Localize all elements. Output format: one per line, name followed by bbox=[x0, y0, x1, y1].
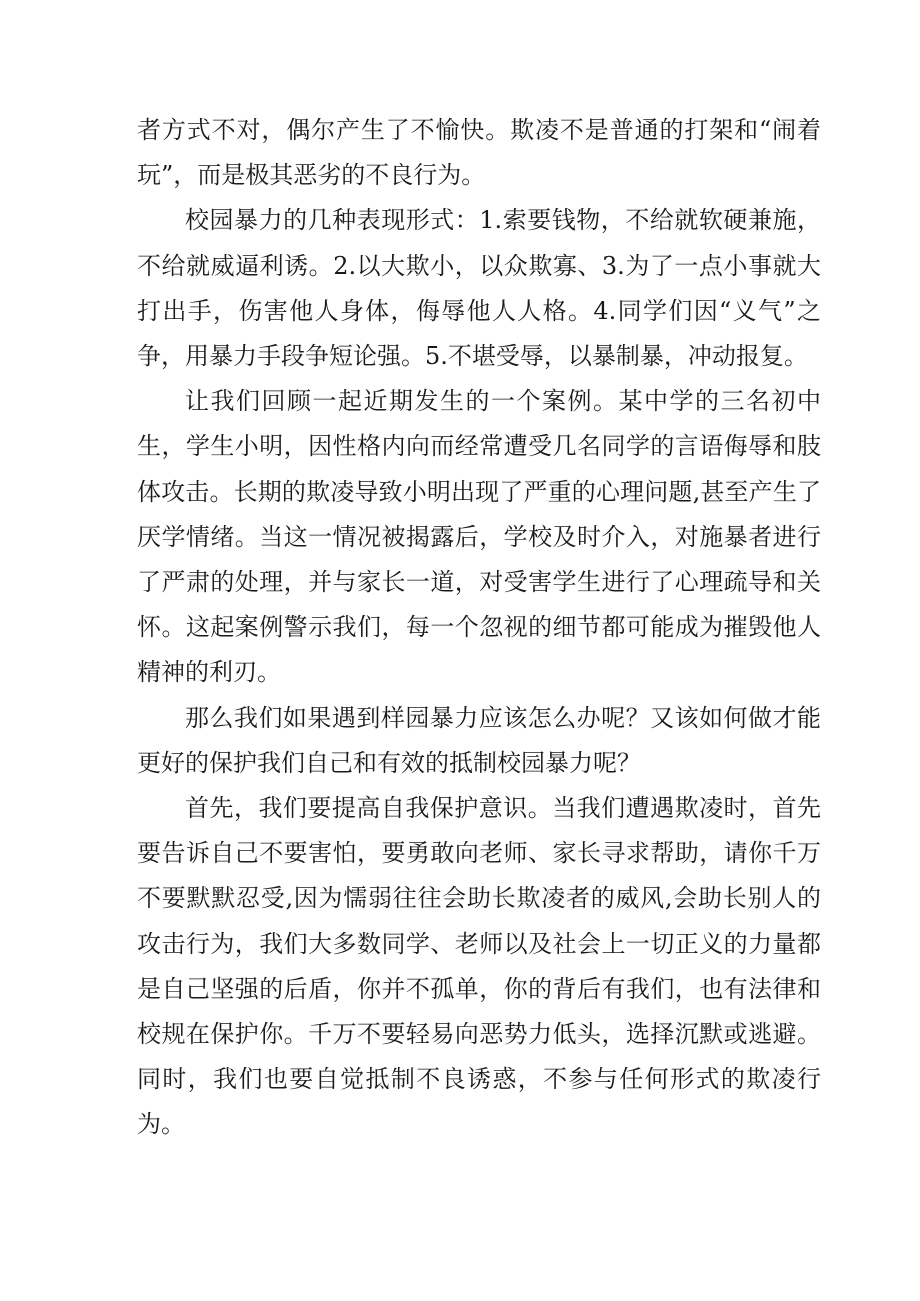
paragraph-question: 那么我们如果遇到样园暴力应该怎么办呢？又该如何做才能更好的保护我们自己和有效的抵制校园暴力呢？ bbox=[137, 703, 821, 777]
paragraph-case-study: 让我们回顾一起近期发生的一个案例。某中学的三名初中生，学生小明，因性格内向而经常遭受几名同学的言语侮辱和肢体攻击。长期的欺凌导致小明出现了严重的心理问题,甚至产生了厌学情绪。当这一情况被揭露后，学校及时介入，对施暴者进行了严肃的处理，并与家长一道，对受害学生进行了心理疏导和关怀。这起案例警示我们，每一个忽视的细节都可能成为摧毁他人精神的利刃。 bbox=[137, 387, 821, 687]
document-body bbox=[137, 108, 821, 1148]
paragraph-self-protection: 首先，我们要提高自我保护意识。当我们遭遇欺凌时，首先要告诉自己不要害怕，要勇敢向老师、家长寻求帮助，请你千万不要默默忍受,因为懦弱往往会助长欺凌者的威风,会助长别人的攻击行为，我们大多数同学、老师以及社会上一切正义的力量都是自己坚强的后盾，你并不孤单，你的背后有我们，也有法律和校规在保护你。千万不要轻易向恶势力低头，选择沉默或逃避。同时，我们也要自觉抵制不良诱惑，不参与任何形式的欺凌行为。 bbox=[137, 794, 821, 1139]
paragraph-continuation: 者方式不对，偶尔产生了不愉快。欺凌不是普通的打架和“闹着玩”，而是极其恶劣的不良行为。 bbox=[137, 116, 821, 190]
paragraph-forms-of-violence: 校园暴力的几种表现形式：1.索要钱物，不给就软硬兼施，不给就威逼利诱。2.以大欺小，以众欺寡、3.为了一点小事就大打出手，伤害他人身体，侮辱他人人格。4.同学们因“义气”之争，用暴力手段争短论强。5.不堪受辱，以暴制暴，冲动报复。 bbox=[137, 206, 821, 371]
